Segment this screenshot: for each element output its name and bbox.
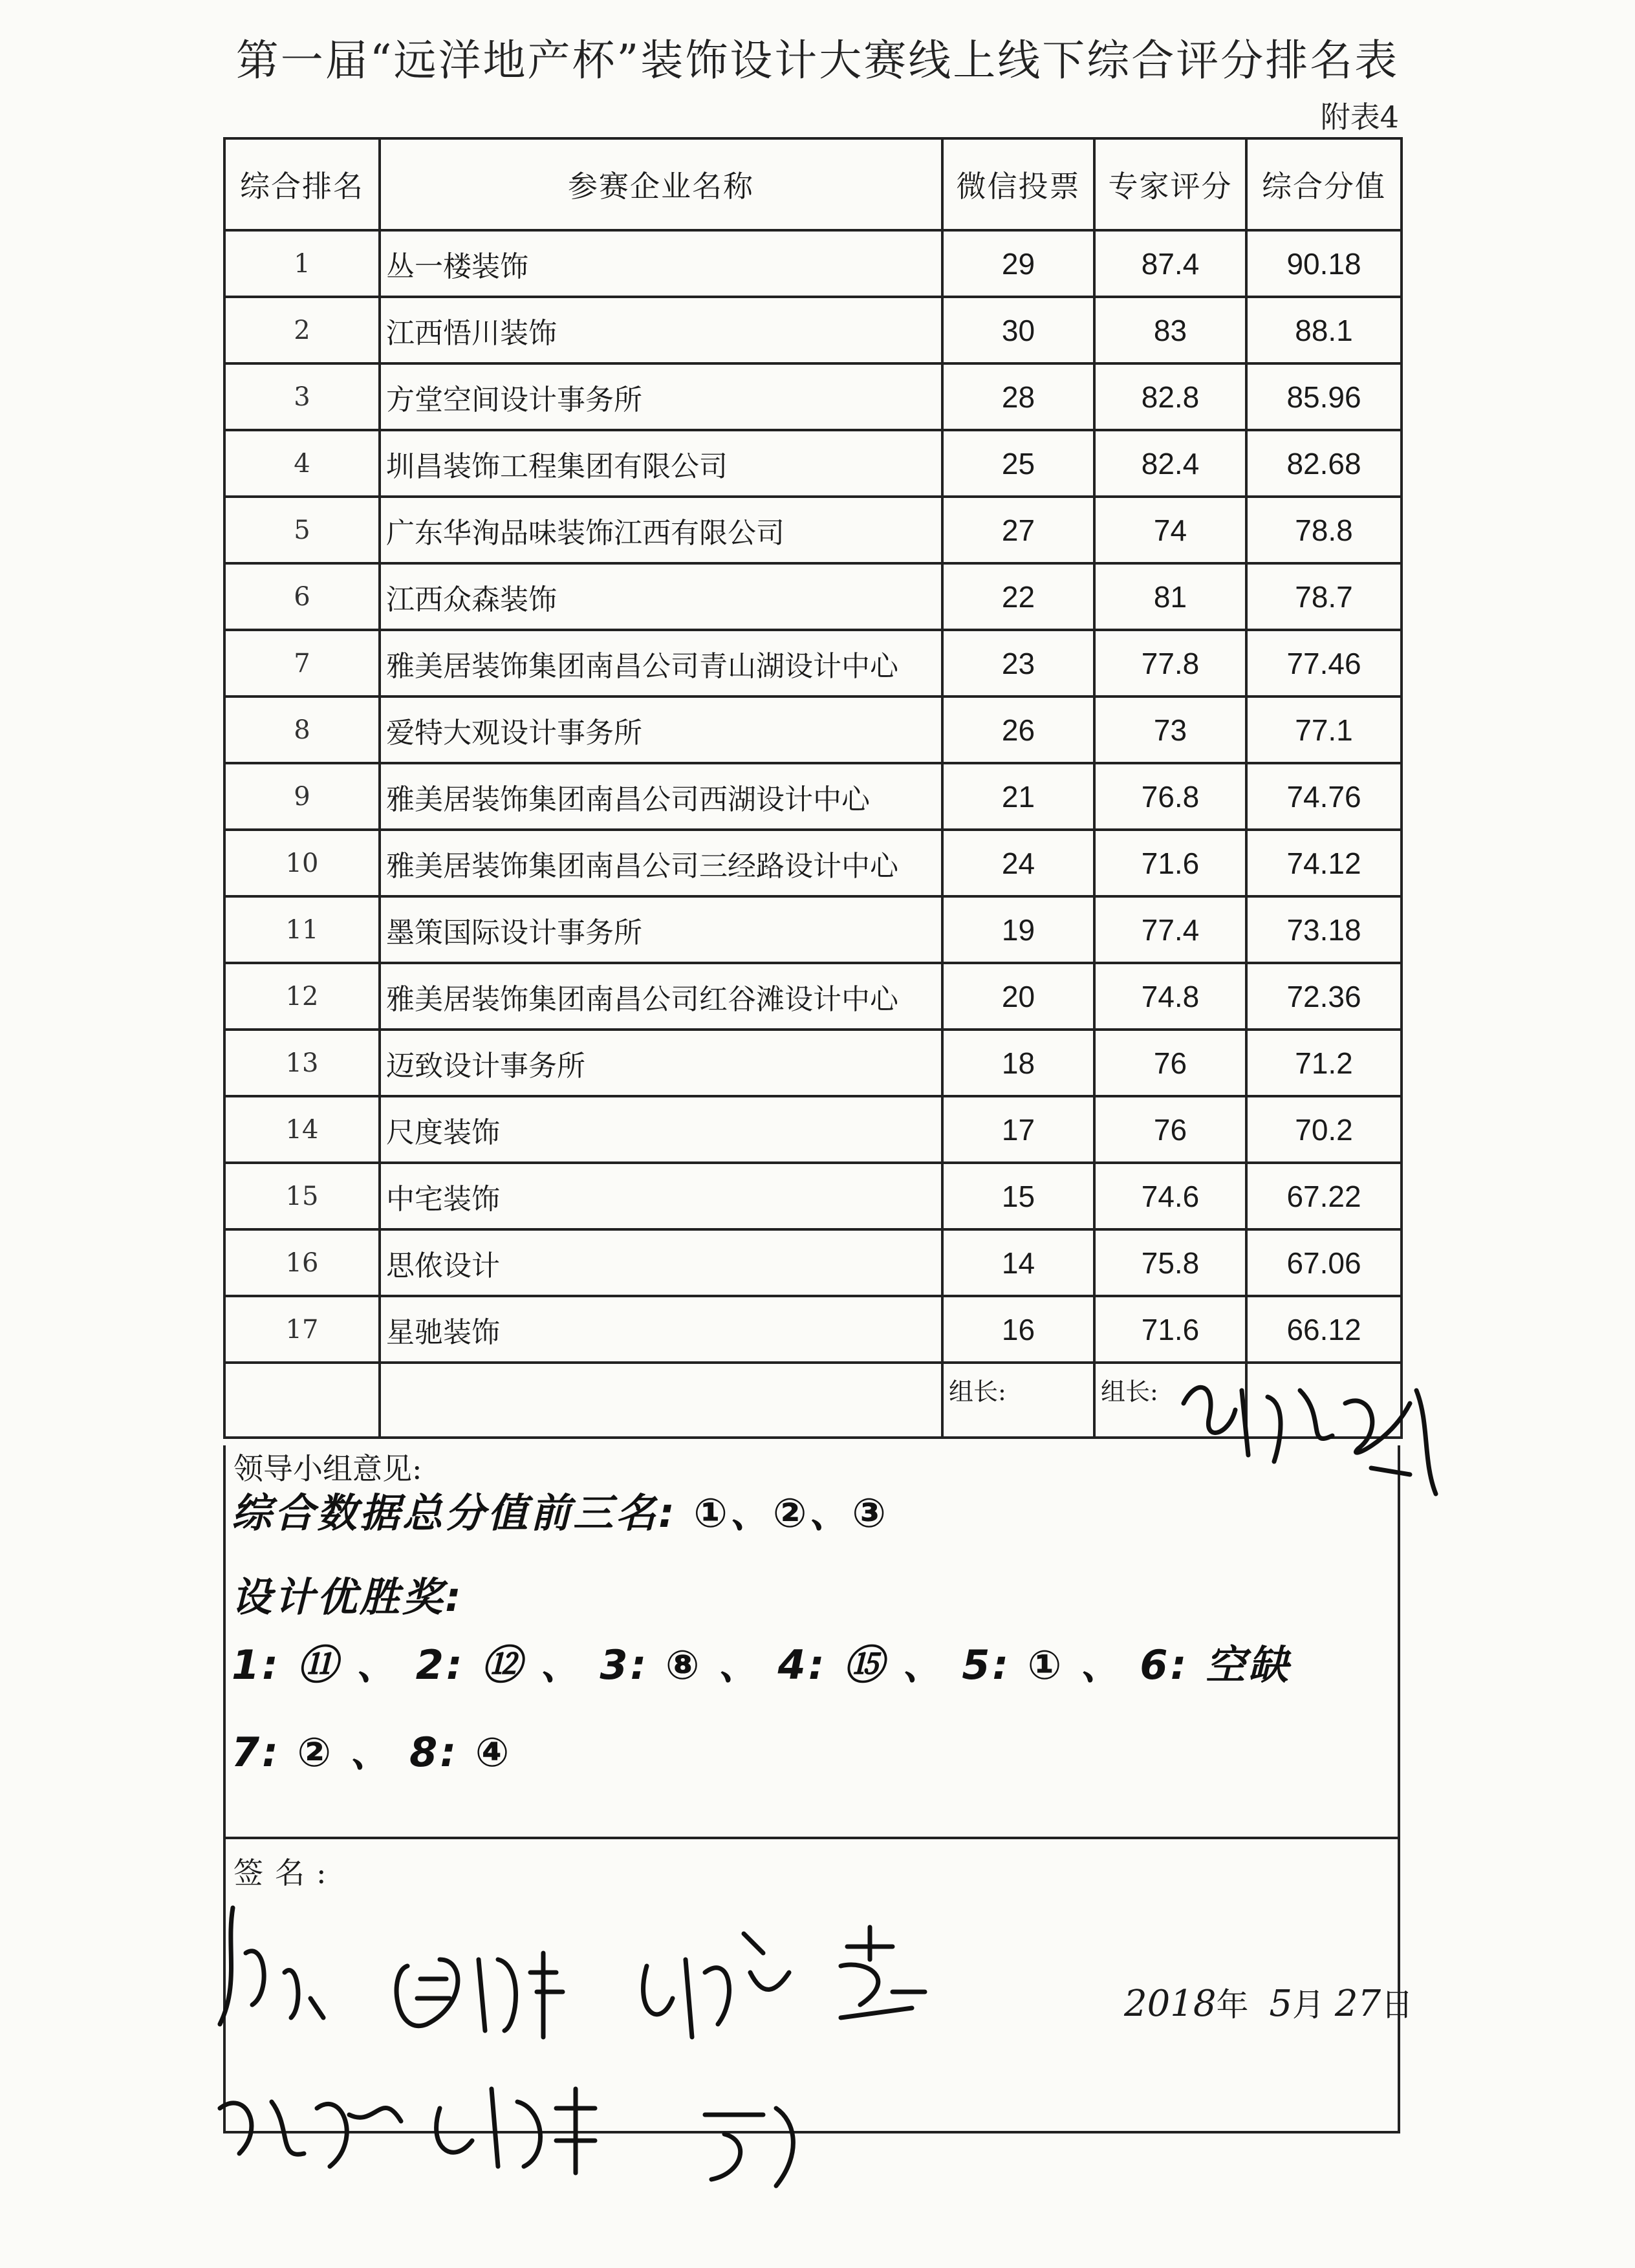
- table-row: [224, 497, 1402, 563]
- opinion-label: 领导小组意见:: [233, 1451, 422, 1486]
- cell-wechat: 18: [942, 1030, 1094, 1096]
- cell-total: 66.12: [1246, 1296, 1402, 1363]
- cell-total: 88.1: [1246, 297, 1402, 363]
- cell-total: 78.8: [1246, 497, 1402, 563]
- cell-wechat: 23: [942, 630, 1094, 697]
- cell-total: 70.2: [1246, 1096, 1402, 1163]
- cell-expert: 82.4: [1094, 430, 1246, 497]
- handwritten-opinion-line-4: 7: ② 、 8: ④: [232, 1729, 512, 1776]
- cell-company: 雅美居装饰集团南昌公司三经路设计中心: [380, 830, 942, 896]
- cell-company: 江西悟川装饰: [380, 297, 942, 363]
- cell-wechat: 19: [942, 896, 1094, 963]
- cell-rank: 14: [224, 1096, 380, 1163]
- table-row: [224, 896, 1402, 963]
- cell-wechat: 17: [942, 1096, 1094, 1163]
- cell-rank: 11: [224, 896, 380, 963]
- table-row: [224, 1229, 1402, 1296]
- header-rank: 综合排名: [224, 138, 380, 230]
- cell-total: 82.68: [1246, 430, 1402, 497]
- table-row: [224, 830, 1402, 896]
- header-expert-score: 专家评分: [1094, 138, 1246, 230]
- table-row: [224, 963, 1402, 1030]
- cell-company: 尺度装饰: [380, 1096, 942, 1163]
- cell-total: 72.36: [1246, 963, 1402, 1030]
- table-row: [224, 1030, 1402, 1096]
- appendix-label: 附表4: [1320, 100, 1399, 135]
- handwritten-opinion-line-3: 1: ⑪ 、 2: ⑫ 、 3: ⑧ 、 4: ⑮ 、 5: ① 、 6: 空缺: [232, 1641, 1291, 1689]
- cell-rank: 2: [224, 297, 380, 363]
- cell-expert: 77.4: [1094, 896, 1246, 963]
- cell-total: 67.22: [1246, 1163, 1402, 1229]
- cell-wechat: 28: [942, 363, 1094, 430]
- cell-wechat: 30: [942, 297, 1094, 363]
- blank-cell: [380, 1363, 942, 1438]
- cell-wechat: 25: [942, 430, 1094, 497]
- signatures-scribble: [194, 1895, 1132, 2192]
- table-row: [224, 697, 1402, 763]
- table-header-row: [224, 138, 1402, 230]
- table-row: [224, 1296, 1402, 1363]
- table-row: [224, 1096, 1402, 1163]
- blank-cell: [224, 1363, 380, 1438]
- date-day: 27: [1334, 1983, 1381, 2025]
- cell-expert: 76: [1094, 1096, 1246, 1163]
- cell-expert: 87.4: [1094, 230, 1246, 297]
- handwritten-opinion-line-1: 综合数据总分值前三名: ①、②、③: [232, 1489, 889, 1537]
- cell-company: 雅美居装饰集团南昌公司西湖设计中心: [380, 763, 942, 830]
- leader-signature-scribble: [1177, 1365, 1455, 1533]
- cell-company: 爱特大观设计事务所: [380, 697, 942, 763]
- cell-company: 广东华洵品味装饰江西有限公司: [380, 497, 942, 563]
- cell-expert: 76.8: [1094, 763, 1246, 830]
- cell-wechat: 21: [942, 763, 1094, 830]
- cell-rank: 15: [224, 1163, 380, 1229]
- table-row: [224, 1163, 1402, 1229]
- cell-company: 中宅装饰: [380, 1163, 942, 1229]
- table-row: [224, 363, 1402, 430]
- cell-expert: 71.6: [1094, 830, 1246, 896]
- cell-rank: 17: [224, 1296, 380, 1363]
- cell-rank: 4: [224, 430, 380, 497]
- table-row: [224, 630, 1402, 697]
- cell-wechat: 24: [942, 830, 1094, 896]
- cell-expert: 75.8: [1094, 1229, 1246, 1296]
- header-total-score: 综合分值: [1246, 138, 1402, 230]
- signature-label: 签名:: [233, 1855, 338, 1890]
- table-row: [224, 563, 1402, 630]
- cell-rank: 6: [224, 563, 380, 630]
- cell-company: 雅美居装饰集团南昌公司红谷滩设计中心: [380, 963, 942, 1030]
- cell-rank: 7: [224, 630, 380, 697]
- cell-company: 墨策国际设计事务所: [380, 896, 942, 963]
- cell-company: 星驰装饰: [380, 1296, 942, 1363]
- table-row: [224, 297, 1402, 363]
- cell-company: 迈致设计事务所: [380, 1030, 942, 1096]
- cell-expert: 74: [1094, 497, 1246, 563]
- date-month: 5: [1269, 1983, 1292, 2025]
- table-row: [224, 230, 1402, 297]
- cell-expert: 77.8: [1094, 630, 1246, 697]
- cell-rank: 1: [224, 230, 380, 297]
- cell-expert: 82.8: [1094, 363, 1246, 430]
- ranking-table: [223, 137, 1403, 1439]
- cell-expert: 74.6: [1094, 1163, 1246, 1229]
- cell-company: 雅美居装饰集团南昌公司青山湖设计中心: [380, 630, 942, 697]
- cell-company: 圳昌装饰工程集团有限公司: [380, 430, 942, 497]
- cell-rank: 10: [224, 830, 380, 896]
- date-year-suffix: 年: [1216, 1986, 1249, 2024]
- cell-expert: 71.6: [1094, 1296, 1246, 1363]
- divider: [226, 1837, 1398, 1839]
- date-month-suffix: 月: [1292, 1986, 1325, 2024]
- cell-expert: 83: [1094, 297, 1246, 363]
- table-row: [224, 430, 1402, 497]
- header-company: 参赛企业名称: [380, 138, 942, 230]
- cell-total: 77.1: [1246, 697, 1402, 763]
- cell-wechat: 15: [942, 1163, 1094, 1229]
- cell-company: 江西众森装饰: [380, 563, 942, 630]
- cell-wechat: 20: [942, 963, 1094, 1030]
- handwritten-opinion-line-2: 设计优胜奖:: [232, 1573, 464, 1621]
- cell-wechat: 26: [942, 697, 1094, 763]
- cell-total: 77.46: [1246, 630, 1402, 697]
- cell-rank: 3: [224, 363, 380, 430]
- cell-total: 78.7: [1246, 563, 1402, 630]
- header-wechat-votes: 微信投票: [942, 138, 1094, 230]
- cell-wechat: 16: [942, 1296, 1094, 1363]
- cell-wechat: 22: [942, 563, 1094, 630]
- cell-expert: 73: [1094, 697, 1246, 763]
- cell-company: 方堂空间设计事务所: [380, 363, 942, 430]
- ranking-table-wrapper: [223, 137, 1400, 1439]
- cell-wechat: 27: [942, 497, 1094, 563]
- group-leader-label: 组长:: [1094, 1363, 1246, 1438]
- table-row: [224, 763, 1402, 830]
- date-year: 2018: [1124, 1983, 1217, 2025]
- cell-company: 丛一楼装饰: [380, 230, 942, 297]
- cell-rank: 13: [224, 1030, 380, 1096]
- cell-expert: 74.8: [1094, 963, 1246, 1030]
- date-day-suffix: 日: [1381, 1986, 1414, 2024]
- cell-wechat: 14: [942, 1229, 1094, 1296]
- cell-total: 90.18: [1246, 230, 1402, 297]
- cell-rank: 9: [224, 763, 380, 830]
- cell-rank: 8: [224, 697, 380, 763]
- cell-total: 71.2: [1246, 1030, 1402, 1096]
- cell-total: 67.06: [1246, 1229, 1402, 1296]
- cell-expert: 76: [1094, 1030, 1246, 1096]
- cell-total: 74.76: [1246, 763, 1402, 830]
- cell-company: 思侬设计: [380, 1229, 942, 1296]
- cell-wechat: 29: [942, 230, 1094, 297]
- signature-date: [1124, 1979, 1413, 2025]
- cell-rank: 12: [224, 963, 380, 1030]
- cell-rank: 16: [224, 1229, 380, 1296]
- cell-total: 85.96: [1246, 363, 1402, 430]
- group-leader-label: 组长:: [942, 1363, 1094, 1438]
- cell-total: 74.12: [1246, 830, 1402, 896]
- page-title: 第一届“远洋地产杯”装饰设计大赛线上线下综合评分排名表: [235, 36, 1400, 85]
- cell-total: 73.18: [1246, 896, 1402, 963]
- cell-rank: 5: [224, 497, 380, 563]
- cell-expert: 81: [1094, 563, 1246, 630]
